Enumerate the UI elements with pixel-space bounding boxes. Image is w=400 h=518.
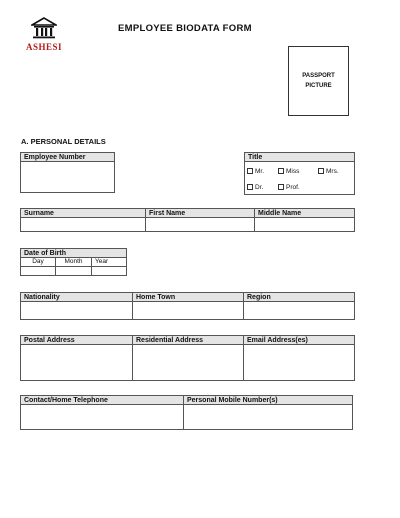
title-label: Title: [245, 153, 354, 162]
building-icon: [31, 17, 57, 39]
title-option-mrs[interactable]: Mrs.: [318, 168, 339, 175]
postal-address-label: Postal Address: [21, 336, 132, 345]
logo-text: ASHESI: [25, 42, 63, 52]
home-town-label: Home Town: [133, 293, 243, 302]
contact-row: [20, 395, 353, 430]
dob-day-label: Day: [21, 258, 55, 267]
dob-year-field[interactable]: [91, 258, 126, 275]
title-option-mr[interactable]: Mr.: [247, 168, 264, 175]
surname-label: Surname: [21, 209, 145, 218]
region-label: Region: [244, 293, 354, 302]
residential-address-label: Residential Address: [133, 336, 243, 345]
mobile-number-field[interactable]: [183, 396, 352, 429]
checkbox-icon: [247, 168, 253, 174]
name-row: [20, 208, 355, 232]
first-name-label: First Name: [146, 209, 254, 218]
home-telephone-field[interactable]: [21, 396, 183, 429]
checkbox-icon: [318, 168, 324, 174]
dob-year-label: Year: [92, 258, 126, 267]
postal-address-field[interactable]: [21, 336, 132, 380]
title-option-prof[interactable]: Prof.: [278, 184, 300, 191]
passport-picture-box[interactable]: [288, 46, 349, 116]
email-field[interactable]: [243, 336, 354, 380]
home-town-field[interactable]: [132, 293, 243, 319]
employee-number-label: Employee Number: [21, 153, 114, 162]
home-telephone-label: Contact/Home Telephone: [21, 396, 183, 405]
region-field[interactable]: [243, 293, 354, 319]
email-label: Email Address(es): [244, 336, 354, 345]
mobile-number-label: Personal Mobile Number(s): [184, 396, 352, 405]
date-of-birth-label: Date of Birth: [21, 249, 126, 258]
residential-address-field[interactable]: [132, 336, 243, 380]
section-title: A. PERSONAL DETAILS: [21, 137, 106, 146]
checkbox-icon: [278, 168, 284, 174]
form-title: EMPLOYEE BIODATA FORM: [118, 23, 252, 34]
checkbox-icon: [247, 184, 253, 190]
passport-label-line2: PICTURE: [305, 83, 332, 89]
passport-label-line1: PASSPORT: [302, 73, 335, 79]
title-option-miss[interactable]: Miss: [278, 168, 299, 175]
middle-name-field[interactable]: [254, 209, 354, 231]
title-field[interactable]: [244, 152, 355, 195]
nationality-label: Nationality: [21, 293, 132, 302]
date-of-birth-field: [20, 248, 127, 276]
checkbox-icon: [278, 184, 284, 190]
employee-number-field[interactable]: [20, 152, 115, 193]
address-row: [20, 335, 355, 381]
middle-name-label: Middle Name: [255, 209, 354, 218]
title-option-dr[interactable]: Dr.: [247, 184, 263, 191]
surname-field[interactable]: [21, 209, 145, 231]
dob-day-field[interactable]: [21, 258, 55, 275]
first-name-field[interactable]: [145, 209, 254, 231]
origin-row: [20, 292, 355, 320]
dob-month-field[interactable]: [55, 258, 91, 275]
nationality-field[interactable]: [21, 293, 132, 319]
dob-month-label: Month: [56, 258, 91, 267]
